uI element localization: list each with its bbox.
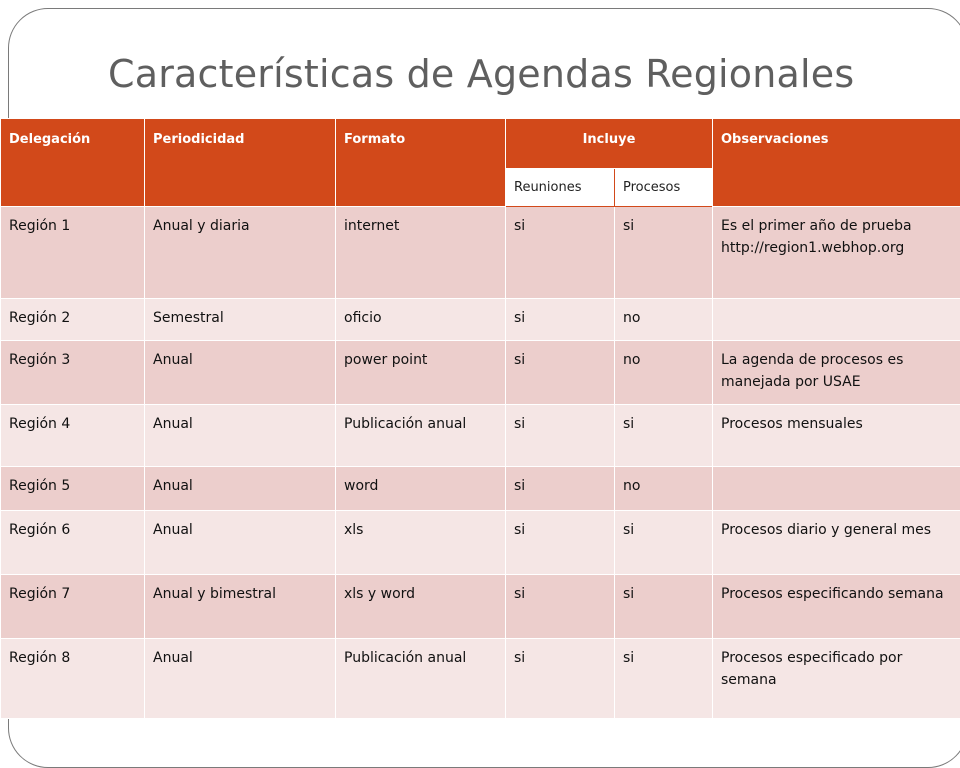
cell-reuniones: si: [506, 299, 615, 341]
cell-procesos: si: [615, 575, 713, 639]
header-periodicidad: Periodicidad: [145, 119, 336, 207]
table-row: [1, 207, 960, 299]
cell-periodicidad: Semestral: [145, 299, 336, 341]
cell-observaciones: Procesos diario y general mes: [713, 511, 960, 575]
cell-formato: xls: [336, 511, 506, 575]
cell-formato: oficio: [336, 299, 506, 341]
cell-delegacion: Región 6: [1, 511, 145, 575]
cell-periodicidad: Anual: [145, 405, 336, 467]
agenda-table: [0, 118, 960, 719]
cell-periodicidad: Anual y diaria: [145, 207, 336, 299]
cell-procesos: si: [615, 207, 713, 299]
cell-procesos: si: [615, 405, 713, 467]
cell-formato: internet: [336, 207, 506, 299]
cell-formato: xls y word: [336, 575, 506, 639]
cell-reuniones: si: [506, 639, 615, 719]
table-row: [1, 467, 960, 511]
header-reuniones: Reuniones: [506, 169, 615, 207]
cell-delegacion: Región 3: [1, 341, 145, 405]
cell-observaciones: [713, 299, 960, 341]
header-formato: Formato: [336, 119, 506, 207]
cell-reuniones: si: [506, 575, 615, 639]
cell-procesos: si: [615, 639, 713, 719]
cell-observaciones: Procesos especificando semana: [713, 575, 960, 639]
cell-procesos: no: [615, 467, 713, 511]
cell-periodicidad: Anual: [145, 467, 336, 511]
cell-procesos: no: [615, 299, 713, 341]
cell-observaciones: [713, 467, 960, 511]
header-procesos: Procesos: [615, 169, 713, 207]
table-row: [1, 639, 960, 719]
cell-procesos: si: [615, 511, 713, 575]
cell-delegacion: Región 1: [1, 207, 145, 299]
cell-reuniones: si: [506, 511, 615, 575]
cell-observaciones: La agenda de procesos es manejada por USAE: [713, 341, 960, 405]
cell-formato: Publicación anual: [336, 639, 506, 719]
cell-delegacion: Región 5: [1, 467, 145, 511]
header-incluye: Incluye: [506, 119, 713, 169]
header-delegacion: Delegación: [1, 119, 145, 207]
cell-reuniones: si: [506, 467, 615, 511]
slide-title: Características de Agendas Regionales: [108, 52, 854, 96]
cell-periodicidad: Anual y bimestral: [145, 575, 336, 639]
cell-delegacion: Región 4: [1, 405, 145, 467]
cell-periodicidad: Anual: [145, 341, 336, 405]
cell-periodicidad: Anual: [145, 639, 336, 719]
table-row: [1, 299, 960, 341]
table-row: [1, 511, 960, 575]
cell-formato: Publicación anual: [336, 405, 506, 467]
cell-procesos: no: [615, 341, 713, 405]
cell-reuniones: si: [506, 405, 615, 467]
cell-reuniones: si: [506, 207, 615, 299]
table-row: [1, 341, 960, 405]
cell-formato: power point: [336, 341, 506, 405]
cell-observaciones: Procesos mensuales: [713, 405, 960, 467]
cell-formato: word: [336, 467, 506, 511]
cell-reuniones: si: [506, 341, 615, 405]
cell-delegacion: Región 8: [1, 639, 145, 719]
header-observaciones: Observaciones: [713, 119, 960, 207]
table-row: [1, 575, 960, 639]
table-row: [1, 405, 960, 467]
cell-delegacion: Región 2: [1, 299, 145, 341]
cell-delegacion: Región 7: [1, 575, 145, 639]
cell-observaciones: Es el primer año de prueba http://region1.webhop.org: [713, 207, 960, 299]
cell-periodicidad: Anual: [145, 511, 336, 575]
cell-observaciones: Procesos especificado por semana: [713, 639, 960, 719]
